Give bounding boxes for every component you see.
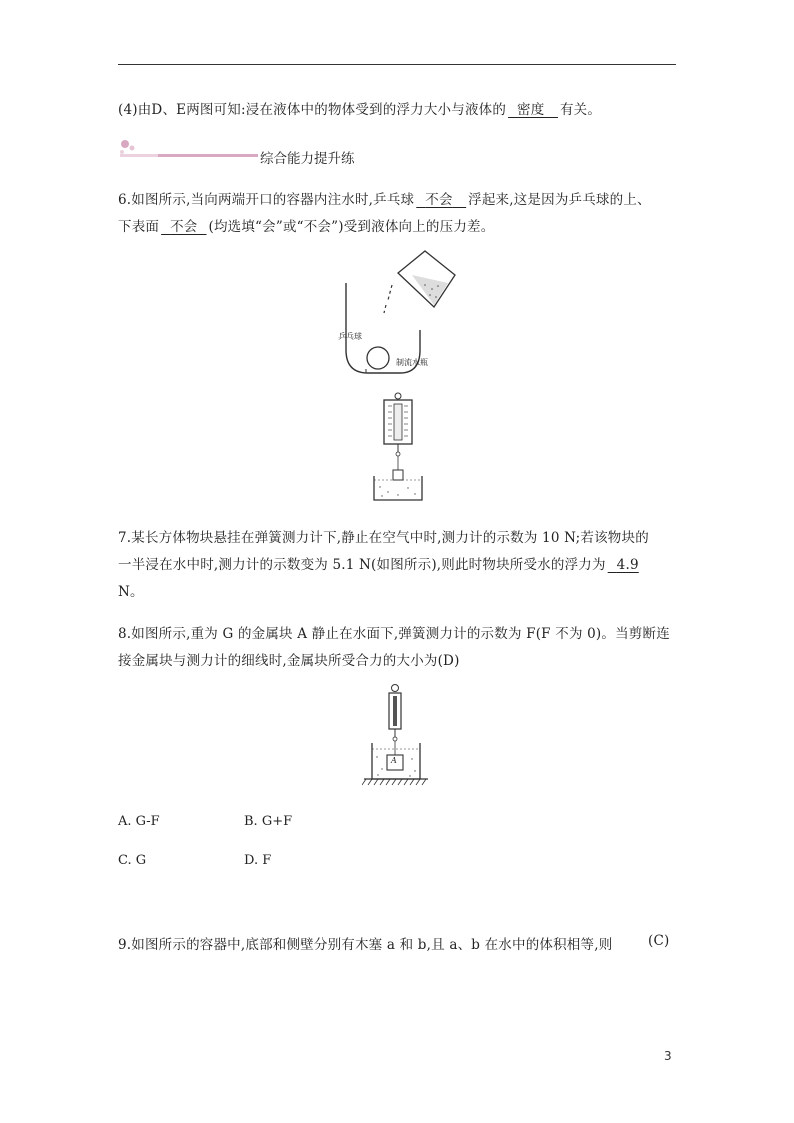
metal-block-in-water-figure [362, 683, 432, 793]
spring-scale-beaker-figure [368, 392, 428, 504]
q8-figure [362, 683, 432, 793]
block-a-label: A [391, 756, 397, 765]
q8-line1: 8.如图所示,重为 G 的金属块 A 静止在水面下,弹簧测力计的示数为 F(F 不为 0)。当剪断连 [118, 626, 670, 642]
q9-line: 9.如图所示的容器中,底部和侧壁分别有木塞 a 和 b,且 a、b 在水中的体积相等,则 [118, 937, 613, 953]
q6-figure [330, 245, 460, 380]
q7-line1: 7.某长方体物块悬挂在弹簧测力计下,静止在空气中时,测力计的示数为 10 N;若该物块的 [118, 530, 649, 546]
ping-pong-label: 乒乓球 [338, 332, 362, 341]
q8-option-b: B. G+F [244, 814, 293, 829]
page-number: 3 [664, 1049, 672, 1063]
q5-part4-line [118, 98, 601, 118]
q9-answer: (C) [648, 933, 670, 949]
header-rule [118, 64, 676, 65]
section-decoration-icon [118, 138, 258, 168]
q7-line3: N。 [118, 584, 144, 600]
q5-part4-answer: 密度 [517, 102, 545, 118]
q6-line1: 6.如图所示,当向两端开口的容器内注水时,乒乓球 不会 浮起来,这是因为乒乓球的上、 [118, 188, 651, 208]
q7-line2: 一半浸在水中时,测力计的示数变为 5.1 N(如图所示),则此时物块所受水的浮力为 4.9 [118, 557, 639, 573]
u-container-figure [330, 245, 460, 380]
q8-option-c: C. G [118, 853, 147, 868]
q8-line2: 接金属块与测力计的细线时,金属块所受合力的大小为(D) [118, 653, 460, 669]
q5-part4-suffix: 有关。 [559, 102, 602, 118]
q7-figure [368, 392, 428, 504]
q8-option-a: A. G-F [118, 814, 160, 829]
q5-part4-prefix: (4)由D、E两图可知:浸在液体中的物体受到的浮力大小与液体的 [118, 102, 507, 118]
q6-answer1: 不会 [425, 192, 453, 208]
section-header [118, 138, 378, 168]
q6-answer2: 不会 [170, 219, 198, 235]
q8-option-d: D. F [244, 853, 272, 868]
flow-label: 制流水瓶 [396, 358, 428, 367]
q6-line2: 下表面 不会 (均选填“会”或“不会”)受到液体向上的压力差。 [118, 215, 494, 235]
section-title: 综合能力提升练 [260, 151, 355, 167]
q7-answer: 4.9 [616, 557, 639, 573]
